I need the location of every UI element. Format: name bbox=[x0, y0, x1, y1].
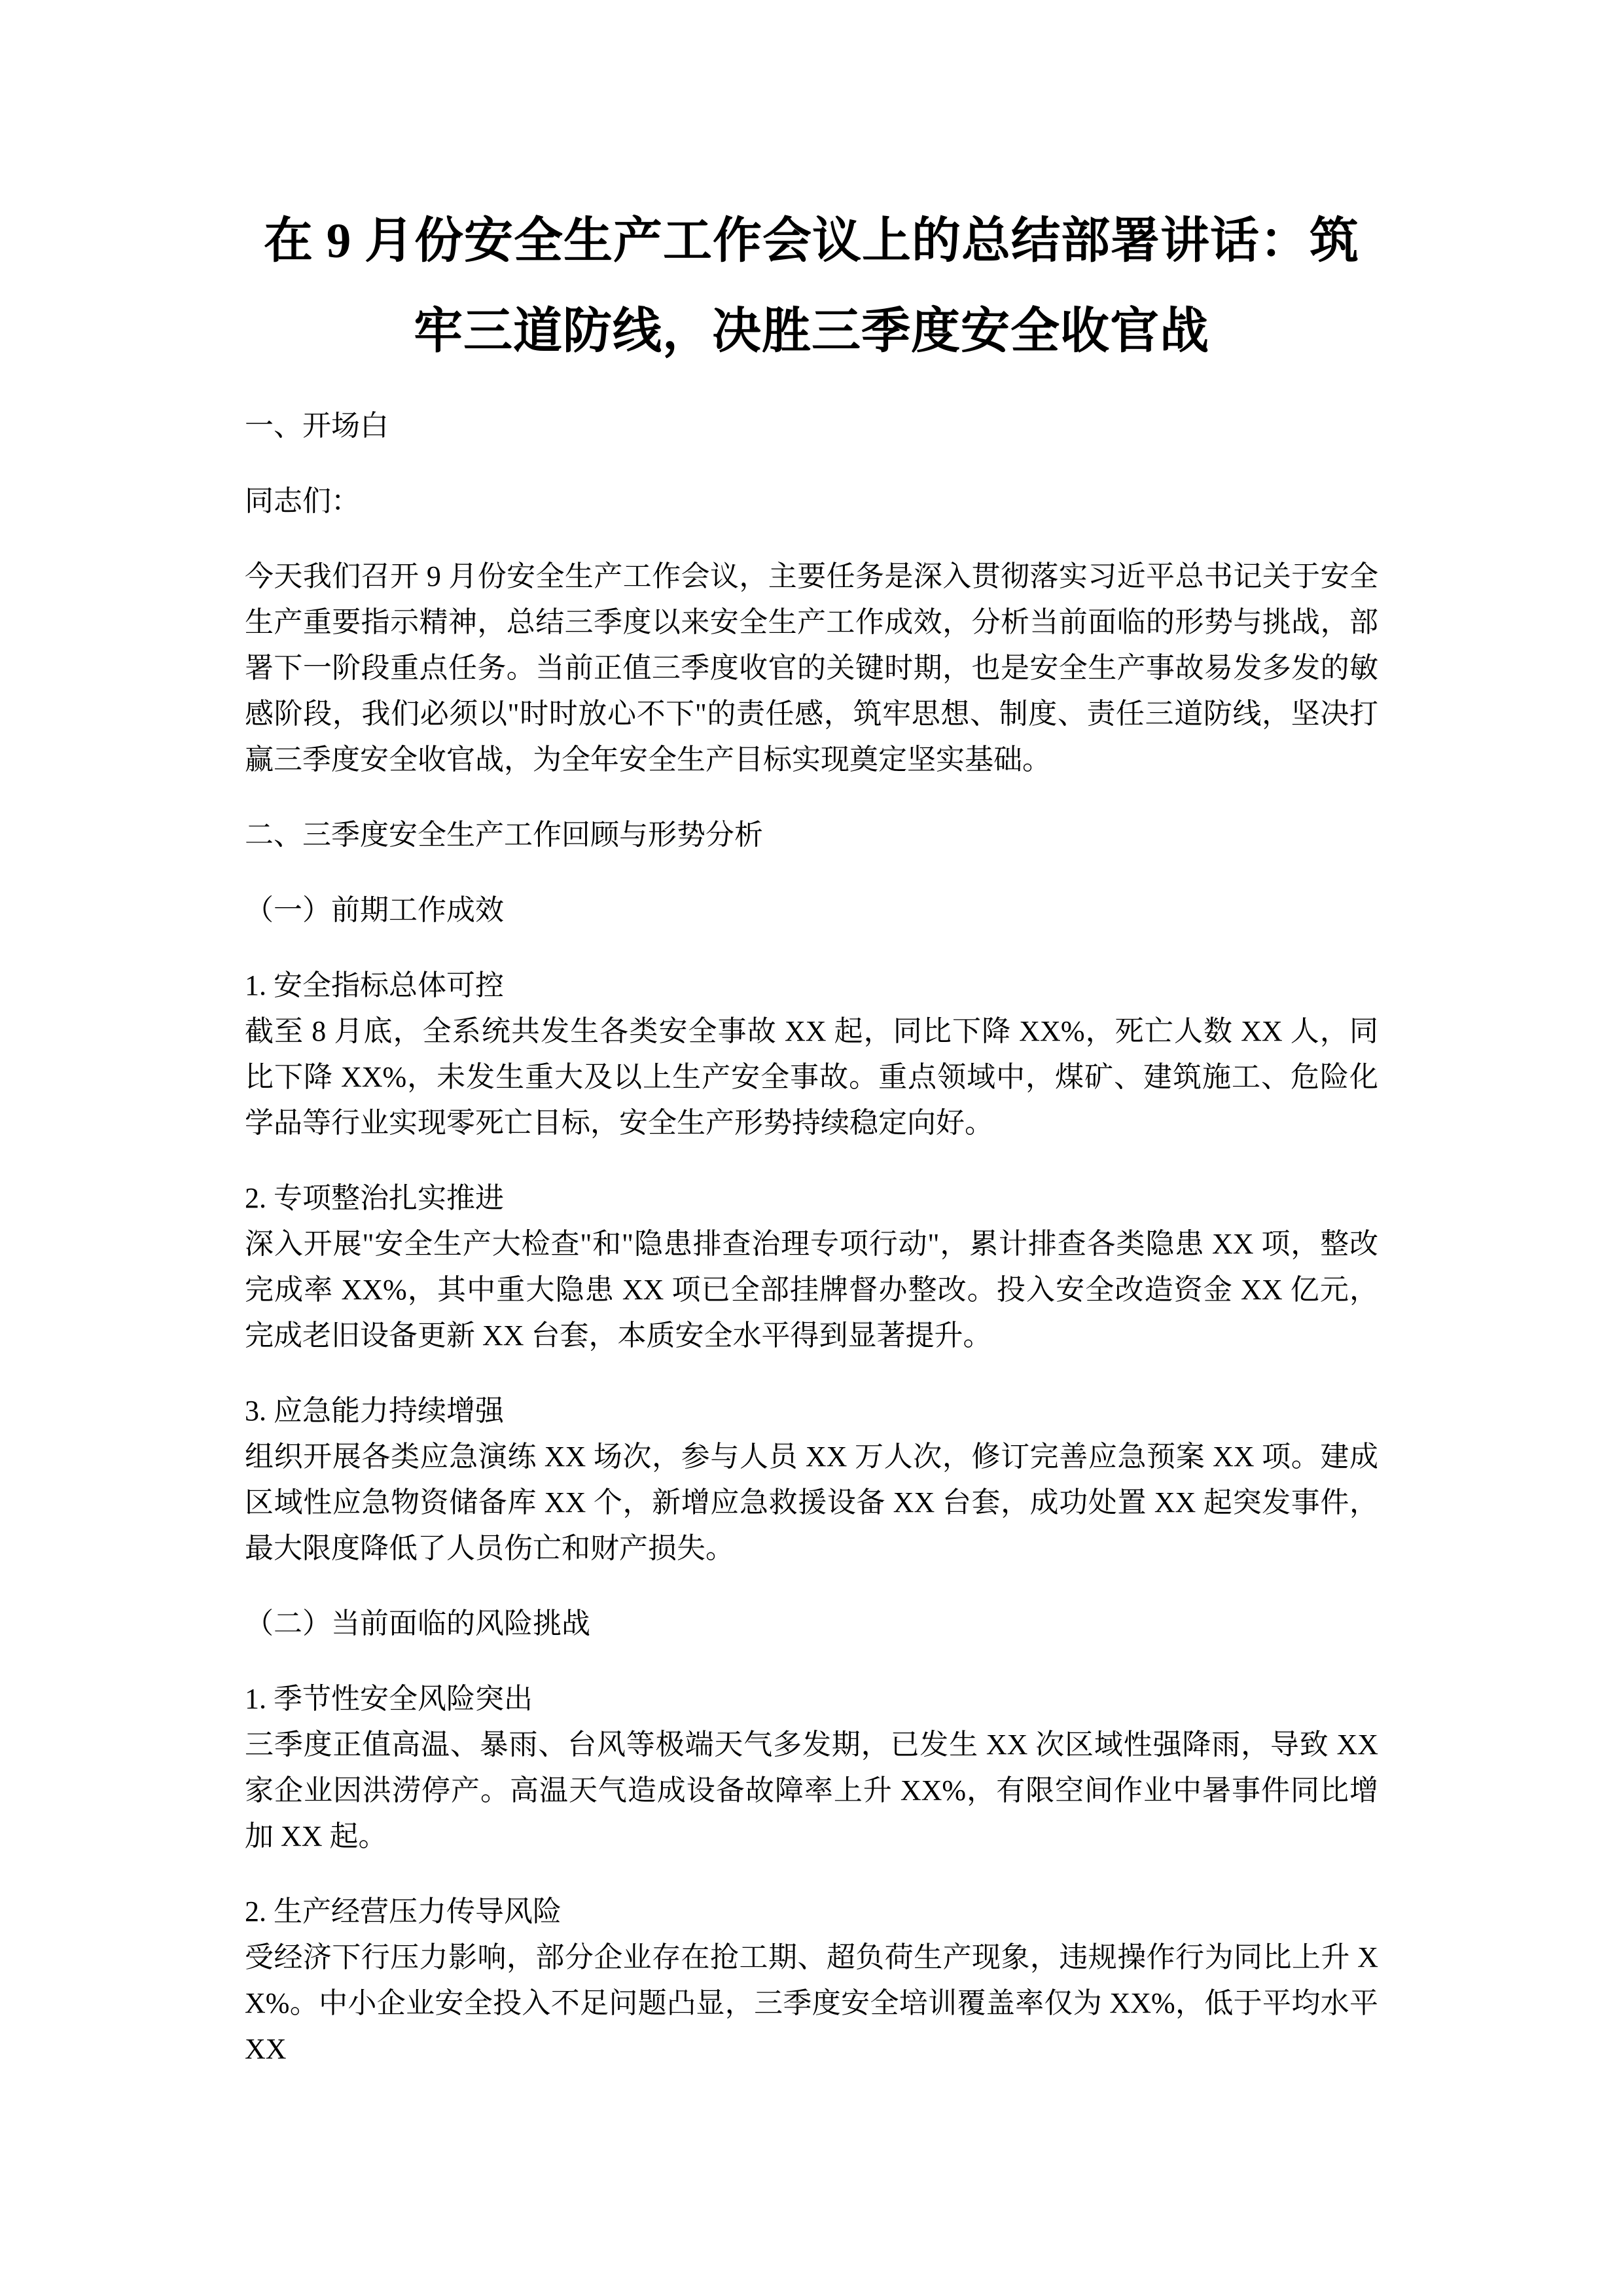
list-item-title: 1. 季节性安全风险突出 bbox=[245, 1683, 533, 1715]
list-item-body: 三季度正值高温、暴雨、台风等极端天气多发期，已发生 XX 次区域性强降雨，导致 XX 家企业因洪涝停产。高温天气造成设备故障率上升 XX%，有限空间作业中暑事件同比增加 XX 起。 bbox=[245, 1729, 1378, 1852]
list-item-title: 2. 生产经营压力传导风险 bbox=[245, 1895, 562, 1928]
subsection-heading-achievements: （一）前期工作成效 bbox=[245, 894, 504, 926]
list-item-body: 组织开展各类应急演练 XX 场次，参与人员 XX 万人次，修订完善应急预案 XX 项。建成区域性应急物资储备库 XX 个，新增应急救援设备 XX 台套，成功处置 XX 起突发事件，最大限度降低了人员伤亡和财产损失。 bbox=[245, 1441, 1378, 1564]
list-item-body: 深入开展"安全生产大检查"和"隐患排查治理专项行动"，累计排查各类隐患 XX 项，整改完成率 XX%，其中重大隐患 XX 项已全部挂牌督办整改。投入安全改造资金 XX 亿元，完成老旧设备更新 XX 台套，本质安全水平得到显著提升。 bbox=[245, 1228, 1378, 1352]
section-heading-review: 二、三季度安全生产工作回顾与形势分析 bbox=[245, 819, 763, 851]
subsection-heading-risks: （二）当前面临的风险挑战 bbox=[245, 1607, 590, 1640]
intro-paragraph: 今天我们召开 9 月份安全生产工作会议，主要任务是深入贯彻落实习近平总书记关于安全生产重要指示精神，总结三季度以来安全生产工作成效，分析当前面临的形势与挑战，部署下一阶段重点任务。当前正值三季度收官的关键时期，也是安全生产事故易发多发的敏感阶段，我们必须以"时时放心不下"的责任感，筑牢思想、制度、责任三道防线，坚决打赢三季度安全收官战，为全年安全生产目标实现奠定坚实基础。 bbox=[245, 560, 1378, 776]
list-item-title: 3. 应急能力持续增强 bbox=[245, 1395, 504, 1427]
list-item-safety-indicators bbox=[245, 963, 1378, 1146]
list-item-seasonal-risk bbox=[245, 1676, 1378, 1859]
salutation: 同志们： bbox=[245, 485, 360, 517]
section-heading-opening: 一、开场白 bbox=[245, 410, 389, 442]
list-item-body: 受经济下行压力影响，部分企业存在抢工期、超负荷生产现象，违规操作行为同比上升 XX%。中小企业安全投入不足问题凸显，三季度安全培训覆盖率仅为 XX%，低于平均水平 XX bbox=[245, 1941, 1378, 2065]
list-item-emergency-capability bbox=[245, 1388, 1378, 1571]
list-item-title: 1. 安全指标总体可控 bbox=[245, 969, 504, 1001]
list-item-body: 截至 8 月底，全系统共发生各类安全事故 XX 起，同比下降 XX%，死亡人数 XX 人，同比下降 XX%，未发生重大及以上生产安全事故。重点领域中，煤矿、建筑施工、危险化学品等行业实现零死亡目标，安全生产形势持续稳定向好。 bbox=[245, 1015, 1378, 1139]
document-title: 在 9 月份安全生产工作会议上的总结部署讲话：筑牢三道防线，决胜三季度安全收官战 bbox=[263, 214, 1359, 359]
list-item-production-pressure-risk bbox=[245, 1889, 1378, 2072]
list-item-special-rectification bbox=[245, 1175, 1378, 1359]
list-item-title: 2. 专项整治扎实推进 bbox=[245, 1182, 504, 1214]
